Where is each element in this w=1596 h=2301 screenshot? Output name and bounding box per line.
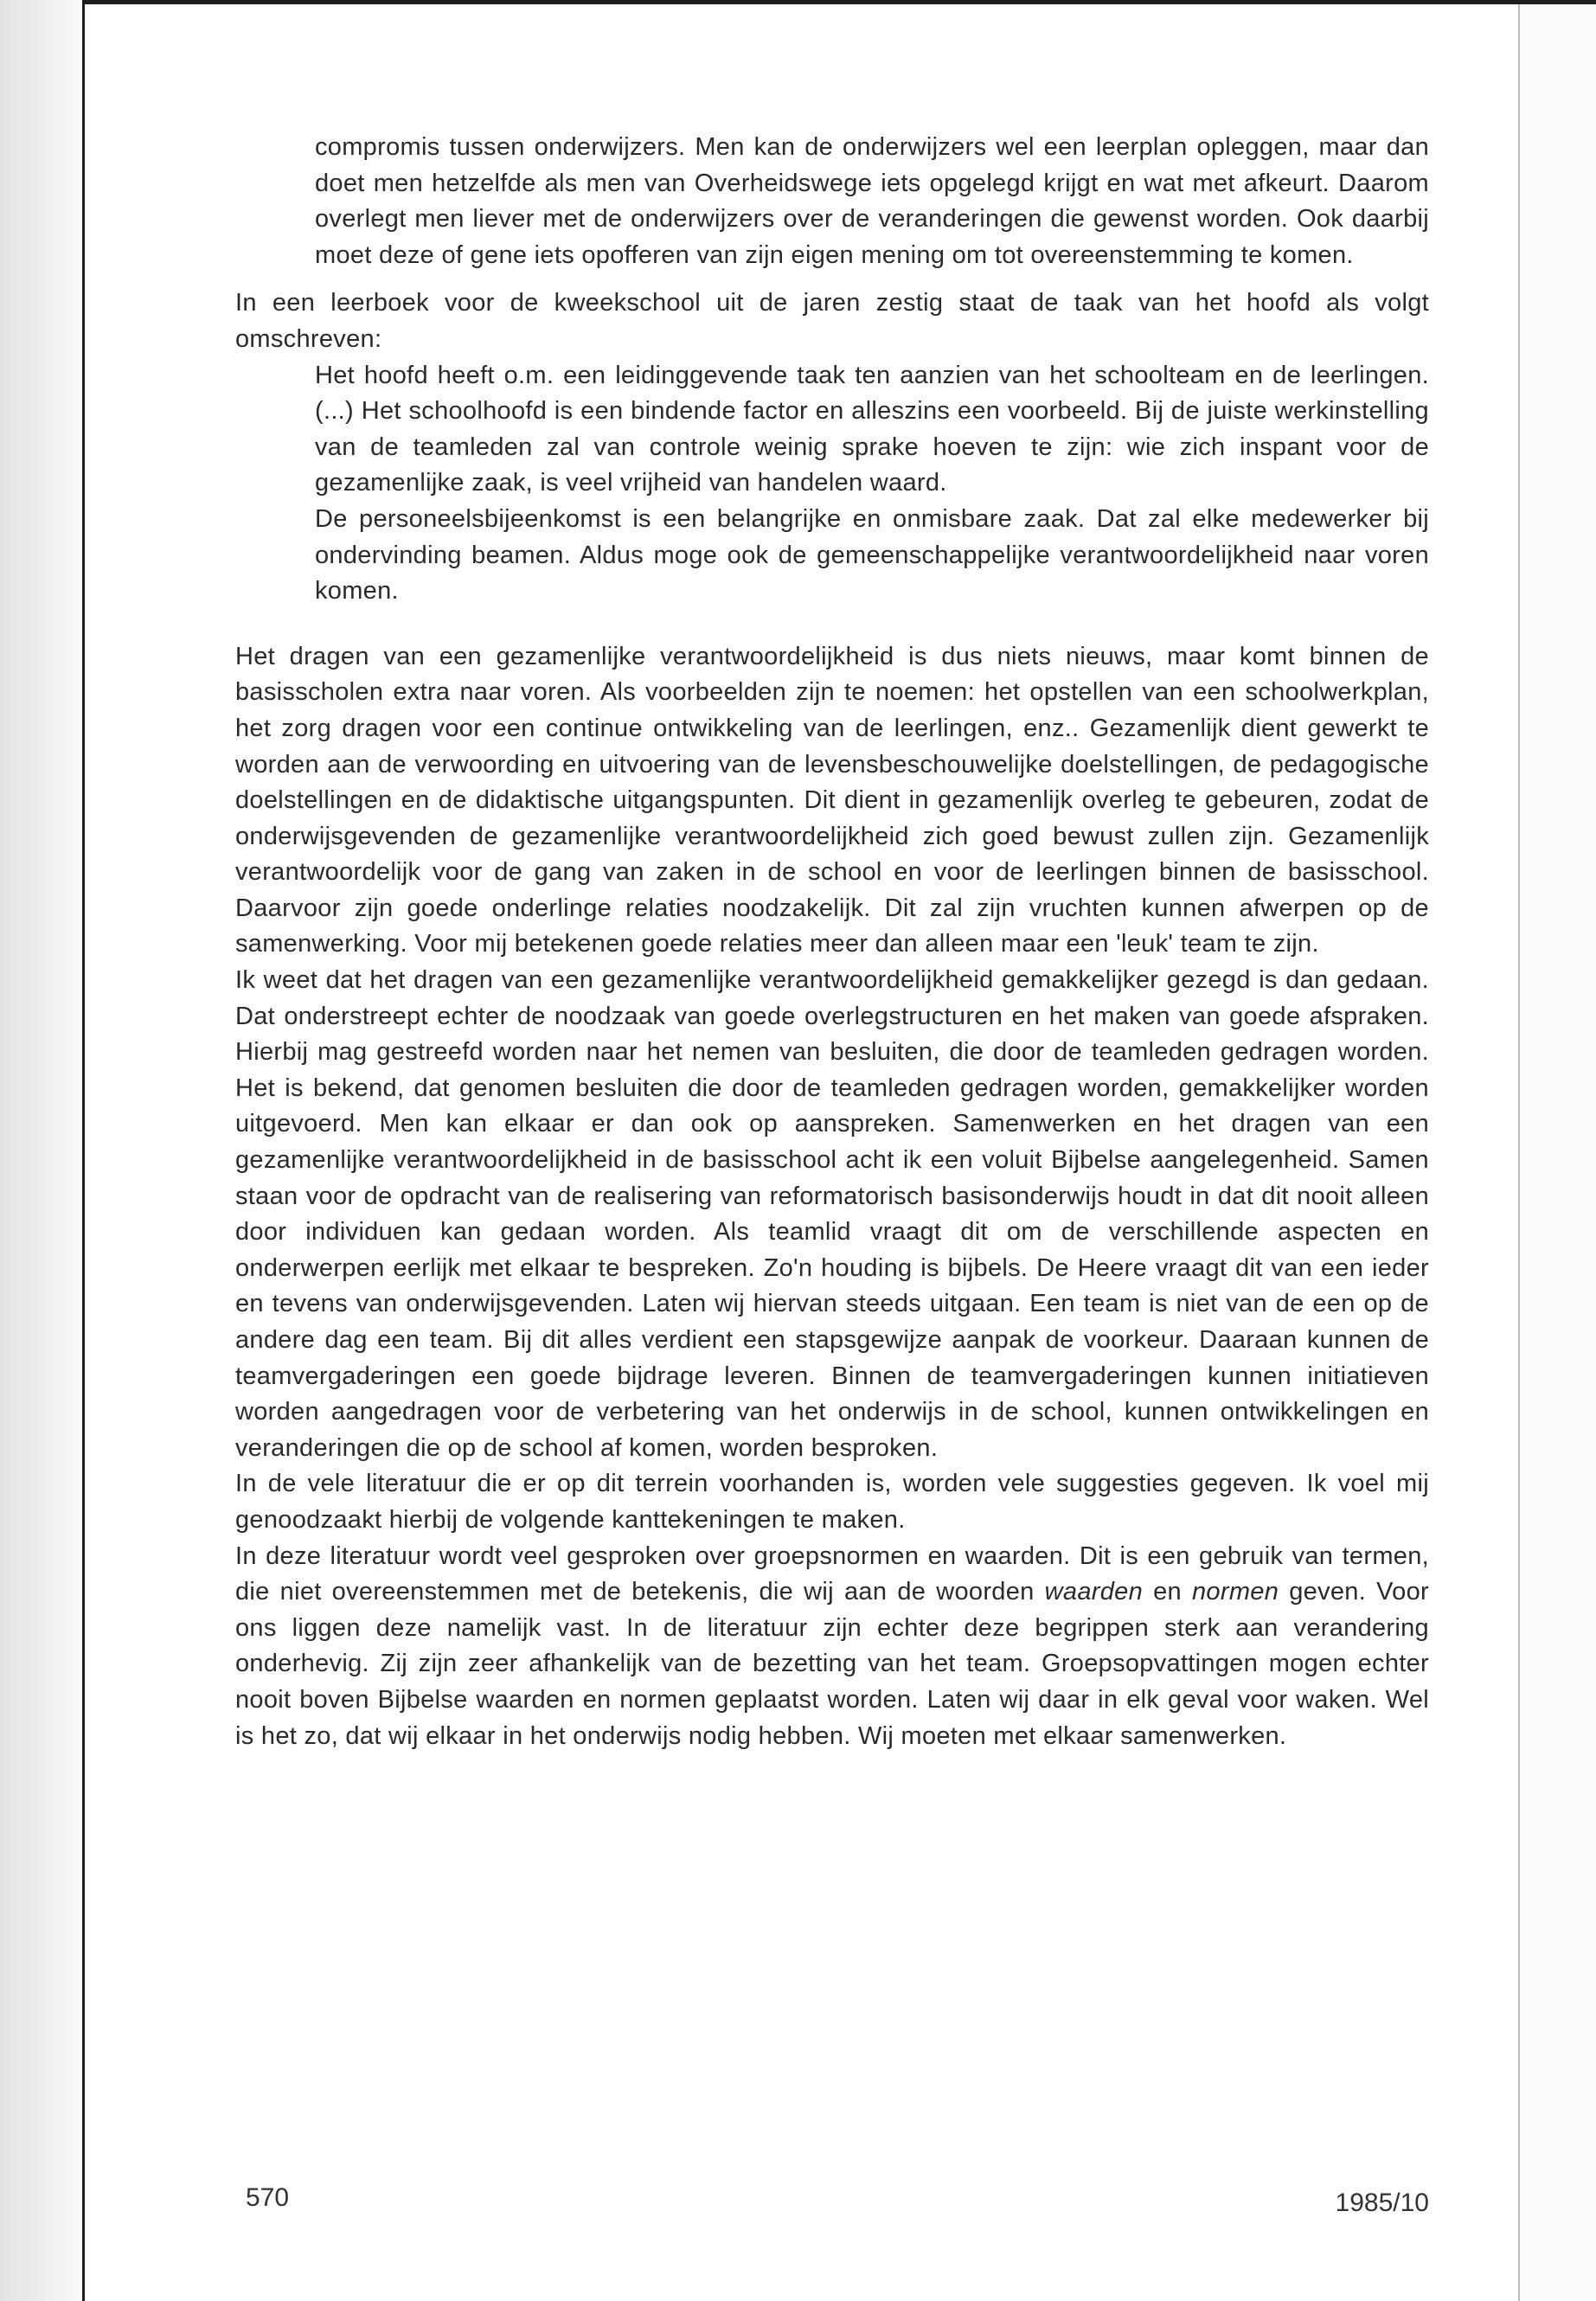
- quote-paragraph-2: De personeelsbijeenkomst is een belangrijke en onmisbare zaak. Dat zal elke medewerker bij ondervinding beamen. Aldus moge ook de gemeenschappelijke verantwoordelijkheid naar voren komen.: [315, 504, 1429, 606]
- body-paragraph-2: Ik weet dat het dragen van een gezamenlijke verantwoordelijkheid gemakkelijker gezegd is dan gedaan. Dat onderstreept echter de noodzaak van goede overlegstructuren en het maken van goede afspraken. Hierbij mag gestreefd worden naar het nemen van besluiten, die door de teamleden gedragen worden. Het is bekend, dat genomen besluiten die door de teamleden gedragen worden, gemakkelijker worden uitgevoerd. Men kan elkaar er dan ook op aanspreken. Samenwerken en het dragen van een gezamenlijke verantwoordelijkheid in de basisschool acht ik een voluit Bijbelse aangelegenheid. Samen staan voor de opdracht van de realisering van reformatorisch basisonderwijs houdt in dat dit nooit alleen door individuen kan gedaan worden. Als teamlid vraagt dit om de verschillende aspecten en onderwerpen eerlijk met elkaar te bespreken. Zo'n houding is bijbels. De Heere vraagt dit van een ieder en tevens van onderwijsgevenden. Laten wij hiervan steeds uitgaan. Een team is niet van de een op de andere dag een team. Bij dit alles verdient een stapsgewijze aanpak de voorkeur. Daaraan kunnen de teamvergaderingen een goede bijdrage leveren. Binnen de teamvergaderingen kunnen initiatieven worden aangedragen voor de verbetering van het onderwijs in de school, kunnen ontwikkelingen en veranderingen die op de school af komen, worden besproken.: [235, 966, 1429, 1462]
- quote-intro: In een leerboek voor de kweekschool uit de jaren zestig staat de taak van het hoofd als volgt omschreven:: [235, 289, 1429, 353]
- issue-number: 1985/10: [1335, 2189, 1429, 2217]
- body-paragraph-4: [235, 1539, 1429, 1755]
- page-body: [235, 130, 1429, 1754]
- text-run: en: [1143, 1578, 1192, 1606]
- scan-right-margin: [1520, 0, 1596, 2301]
- quote-paragraph-1: Het hoofd heeft o.m. een leidinggevende taak ten aanzien van het schoolteam en de leerlingen. (...) Het schoolhoofd is een bindende factor en alleszins een voorbeeld. Bij de juiste werkinstelling van de teamleden zal van controle weinig sprake hoeven te zijn: wie zich inspant voor de gezamenlijke zaak, is veel vrijheid van handelen waard.: [315, 361, 1429, 497]
- scan-right-edge: [1518, 0, 1520, 2301]
- continued-paragraph: compromis tussen onderwijzers. Men kan de onderwijzers wel een leerplan opleggen, maar dan doet men hetzelfde als men van Overheidswege iets opgelegd krijgt en wat met afkeurt. Daarom overlegt men liever met de onderwijzers over de veranderingen die gewenst worden. Ook daarbij moet deze of gene iets opofferen van zijn eigen mening om tot overeenstemming te komen.: [315, 133, 1429, 269]
- emphasis-waarden: waarden: [1044, 1578, 1143, 1606]
- emphasis-normen: normen: [1192, 1578, 1279, 1606]
- text-run: In deze literatuur wordt veel gesproken over groepsnormen en waarden. Dit is een gebruik van termen, die niet overeenstemmen met de betekenis, die wij aan de woorden: [235, 1541, 1429, 1606]
- scan-left-edge: [0, 0, 85, 2301]
- page-number: 570: [246, 2183, 290, 2212]
- scan-top-edge: [85, 0, 1596, 4]
- body-paragraph-1: Het dragen van een gezamenlijke verantwoordelijkheid is dus niets nieuws, maar komt binnen de basisscholen extra naar voren. Als voorbeelden zijn te noemen: het opstellen van een schoolwerkplan, het zorg dragen voor een continue ontwikkeling van de leerlingen, enz.. Gezamenlijk dient gewerkt te worden aan de verwoording en uitvoering van de levensbeschouwelijke doelstellingen, de pedagogische doelstellingen en de didaktische uitgangspunten. Dit dient in gezamenlijk overleg te gebeuren, zodat de onderwijsgevenden de gezamenlijke verantwoordelijkheid zich goed bewust zullen zijn. Gezamenlijk verantwoordelijk voor de gang van zaken in de school en voor de leerlingen binnen de basisschool. Daarvoor zijn goede onderlinge relaties noodzakelijk. Dit zal zijn vruchten kunnen afwerpen op de samenwerking. Voor mij betekenen goede relaties meer dan alleen maar een 'leuk' team te zijn.: [235, 642, 1429, 958]
- body-paragraph-3: In de vele literatuur die er op dit terrein voorhanden is, worden vele suggesties gegeven. Ik voel mij genoodzaakt hierbij de volgende kanttekeningen te maken.: [235, 1470, 1429, 1534]
- text-run: geven. Voor ons liggen deze namelijk vast. In de literatuur zijn echter deze begrippen sterk aan verandering onderhevig. Zij zijn zeer afhankelijk van de bezetting van het team. Groepsopvattingen mogen echter nooit boven Bijbelse waarden en normen geplaatst worden. Laten wij daar in elk geval voor waken. Wel is het zo, dat wij elkaar in het onderwijs nodig hebben. Wij moeten met elkaar samenwerken.: [235, 1578, 1429, 1750]
